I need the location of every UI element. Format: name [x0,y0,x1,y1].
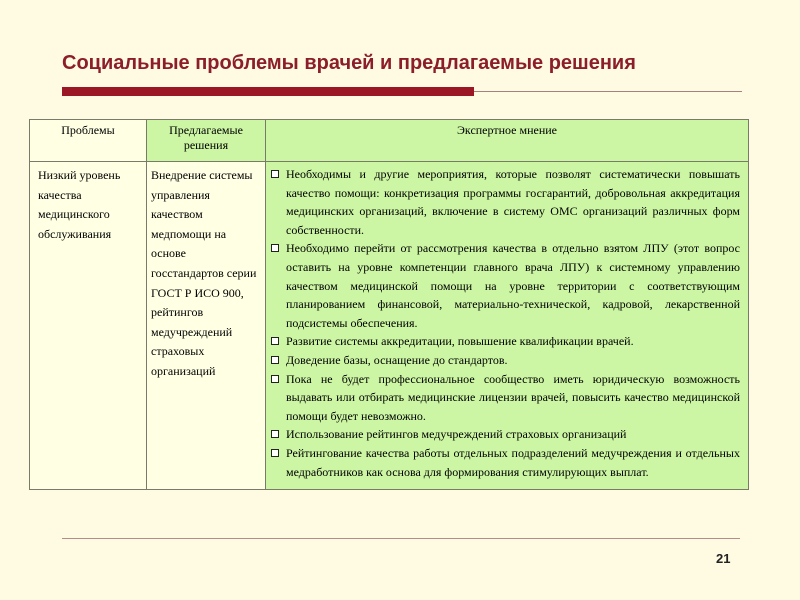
problems-table [29,119,749,490]
checkbox-square-icon [271,337,279,345]
checkbox-square-icon [271,170,279,178]
footer-divider [62,538,740,539]
header-solutions: Предлагаемые решения [147,120,266,162]
slide-title: Социальные проблемы врачей и предлагаемые решения [62,52,636,74]
expert-opinion-cell [266,162,749,490]
opinion-item: Рейтингование качества работы отдельных подразделений медучреждения и отдельных медработников как основа для формирования стимулирующих выплат. [270,444,740,481]
checkbox-square-icon [271,449,279,457]
table-header-row [30,120,749,162]
opinion-item: Необходимо перейти от рассмотрения качества в отдельно взятом ЛПУ (этот вопрос оставить на уровне компетенции главного врача ЛПУ) к системному управлению качеством медицинской помощи на уровне территории с соответствующим планированием финансовой, материально-технической, кадровой, лекарственной подсистемы обеспечения. [270,239,740,332]
checkbox-square-icon [271,244,279,252]
title-accent-bar [62,87,474,96]
opinion-item: Развитие системы аккредитации, повышение квалификации врачей. [270,332,740,351]
checkbox-square-icon [271,375,279,383]
page-number: 21 [716,551,731,566]
opinion-item: Необходимы и другие мероприятия, которые позволят систематически повышать качество помощи: конкретизация программы госгарантий, добровольная аккредитация медицинских организаций, включение в систему ОМС организаций различных форм собственности. [270,165,740,239]
title-underline [474,91,742,92]
solution-cell: Внедрение системы управления качеством медпомощи на основе госстандартов серии ГОСТ Р ИСО 900, рейтингов медучреждений страховых организаций [147,162,266,490]
checkbox-square-icon [271,430,279,438]
opinion-item: Доведение базы, оснащение до стандартов. [270,351,740,370]
checkbox-square-icon [271,356,279,364]
header-problems: Проблемы [30,120,147,162]
opinion-item: Использование рейтингов медучреждений страховых организаций [270,425,740,444]
table-row [30,162,749,490]
header-expert-opinion: Экспертное мнение [266,120,749,162]
problem-cell: Низкий уровень качества медицинского обслуживания [30,162,147,490]
opinion-item: Пока не будет профессиональное сообщество иметь юридическую возможность выдавать или отбирать медицинские лицензии врачей, повысить качество медицинской помощи будет невозможно. [270,370,740,426]
